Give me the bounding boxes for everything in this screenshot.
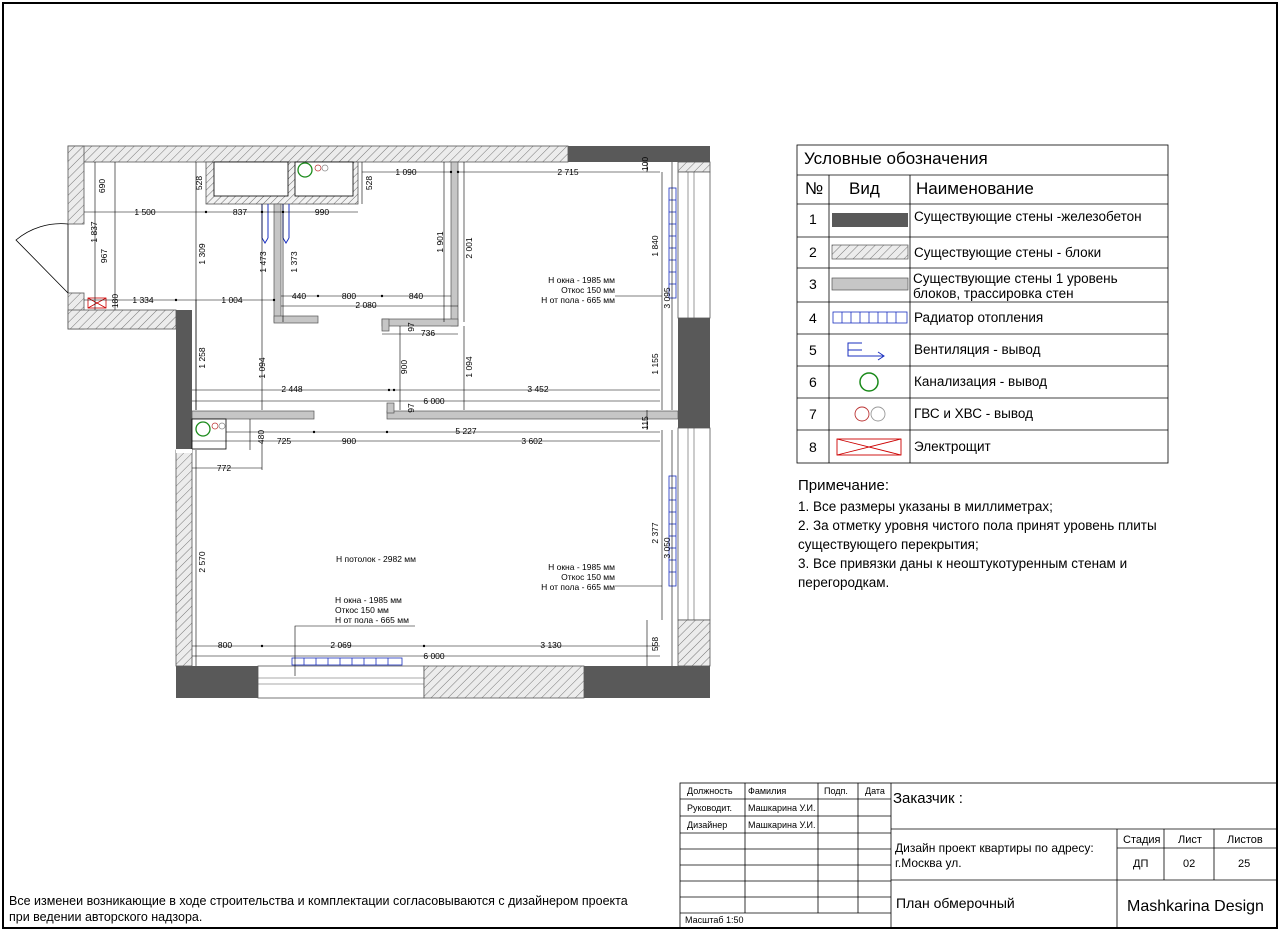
tb-sheet-value: 02 [1183,858,1196,870]
tb-sheet-label: Лист [1178,834,1202,846]
window-opening [258,666,424,698]
tb-stage-value: ДП [1133,858,1149,870]
dim-label: 2 377 [650,522,660,544]
ceiling-height-label: Н потолок - 2982 мм [336,554,416,564]
notes-title: Примечание: [798,477,889,494]
legend-row-name: Электрощит [914,439,991,454]
dim-label: 1 473 [258,251,268,273]
note-item: 3. Все привязки даны к неоштукотуренным стенам и перегородкам. [798,556,1128,590]
dim-label: 772 [216,463,232,473]
legend-col-view: Вид [849,179,880,198]
legend-row-number: 8 [809,439,817,455]
dim-label: 6 000 [423,651,445,661]
tb-header-surname: Фамилия [748,786,787,796]
window-note-line: Н от пола - 665 мм [541,582,615,592]
concrete-wall [678,318,710,428]
dim-label: 967 [99,248,109,264]
legend-row-name: Радиатор отопления [914,310,1044,325]
dim-label: 1 309 [197,243,207,265]
tb-customer-label: Заказчик : [893,790,963,807]
dim-label: 2 080 [355,300,377,310]
tb-staff-position: Руководит. [687,803,732,813]
legend-row-number: 5 [809,342,817,358]
water-circles-icon [855,407,869,421]
legend-row-name: Существующие стены - блоки [914,245,1102,260]
dim-label: 725 [276,436,292,446]
ventilation-arrow-icon [848,343,884,360]
legend-title: Условные обозначения [804,149,988,168]
dim-label: 1 901 [435,231,445,253]
tb-drawing-name: План обмерочный [896,895,1015,911]
dim-label: 3 050 [662,537,672,559]
dim-label: 3 095 [662,287,672,309]
dim-label: 1 004 [221,295,243,305]
tb-scale: Масштаб 1:50 [685,915,744,925]
radiator-icon [833,312,907,323]
dim-label: 3 602 [521,436,543,446]
dim-label: 736 [420,328,436,338]
concrete-wall-swatch [832,213,908,227]
tb-staff-surname: Машкарина У.И. [748,803,816,813]
radiator-icon [669,188,676,298]
concrete-wall [568,146,710,162]
window-note-line: Н окна - 1985 мм [548,562,615,572]
dim-label: 837 [232,207,248,217]
sewer-circle-icon [860,373,878,391]
dim-label: 5 227 [455,426,477,436]
block-wall [678,162,710,172]
legend-row-name: Существующие стены 1 уровень блоков, трассировка стен [913,271,1118,301]
dim-label: 2 069 [330,640,352,650]
entry-door [16,224,68,293]
dim-label: 900 [399,359,409,375]
legend-row-number: 2 [809,244,817,260]
dim-label: 180 [110,293,120,309]
dim-label: 990 [314,207,330,217]
dim-label: 1 094 [257,357,267,379]
block-wall [68,310,176,329]
block-wall-swatch [832,245,908,259]
tb-project-line: г.Москва ул. [895,856,962,870]
legend-row-number: 3 [809,276,817,292]
window-note-line: Н окна - 1985 мм [335,595,402,605]
dim-label: 2 001 [464,237,474,259]
legend-row-number: 1 [809,211,817,227]
tb-staff-surname: Машкарина У.И. [748,820,816,830]
floor-plan [16,146,710,698]
footer-note: Все изменеи возникающие в ходе строительства и комплектации согласовываются с дизайнером проекта при ведении авторского надзора. [9,894,628,924]
dim-label: 480 [256,429,266,445]
tb-sheets-label: Листов [1227,834,1263,846]
partition [274,316,318,323]
legend-col-num: № [805,179,824,198]
dim-label: 2 570 [197,551,207,573]
tb-project-line: Дизайн проект квартиры по адресу: [895,841,1094,855]
dim-label: 100 [640,156,650,172]
concrete-wall [176,310,192,452]
radiator-icon [292,658,402,665]
dim-label: 115 [640,416,650,430]
note-item: 2. За отметку уровня чистого пола принят уровень плиты существующего перекрытия; [798,518,1157,552]
partition [274,204,281,322]
note-item: 1. Все размеры указаны в миллиметрах; [798,499,1053,514]
partition [192,411,314,419]
tb-staff-position: Дизайнер [687,820,728,830]
radiator-icon [669,476,676,586]
partition [382,319,389,331]
dim-label: 440 [291,291,307,301]
tb-company: Mashkarina Design [1127,898,1264,915]
electric-panel-icon [837,439,901,455]
dim-label: 1 334 [132,295,154,305]
block-wall [68,146,568,162]
concrete-wall [176,666,258,698]
concrete-wall [584,666,710,698]
legend-row-name: Существующие стены -железобетон [914,209,1142,224]
block-wall [678,620,710,666]
partition-swatch [832,278,908,290]
window-note-line: Н окна - 1985 мм [548,275,615,285]
dim-label: 528 [364,175,374,191]
tb-header-date: Дата [865,786,885,796]
block-wall [424,666,584,698]
dim-label: 97 [406,322,416,332]
dim-label: 800 [341,291,357,301]
window-note-line: Н от пола - 665 мм [335,615,409,625]
window-note-line: Н от пола - 665 мм [541,295,615,305]
window-note-line: Откос 150 мм [335,605,389,615]
partition [387,411,678,419]
dim-label: 1 500 [134,207,156,217]
sheet-frame [3,3,1277,928]
legend-row-name: Канализация - вывод [914,374,1048,389]
dim-label: 558 [650,636,660,652]
window-note-line: Откос 150 мм [561,572,615,582]
block-wall [176,450,192,666]
dim-label: 1 094 [464,356,474,378]
dim-label: 6 000 [423,396,445,406]
legend-row-number: 4 [809,310,817,326]
legend-row-name: Вентиляция - вывод [914,342,1041,357]
dim-label: 2 715 [557,167,579,177]
partition [382,319,458,326]
block-wall [68,146,84,224]
tb-header-position: Должность [687,786,733,796]
window-note-line: Откос 150 мм [561,285,615,295]
dim-label: 1 155 [650,353,660,375]
dim-label: 1 258 [197,347,207,369]
partition [387,403,394,413]
partition [451,162,458,326]
dim-label: 1 090 [395,167,417,177]
legend-row-name: ГВС и ХВС - вывод [914,406,1033,421]
dim-label: 97 [406,403,416,413]
dim-label: 528 [194,175,204,191]
legend-col-name: Наименование [916,179,1034,198]
dim-label: 3 452 [527,384,549,394]
legend-row-number: 6 [809,374,817,390]
dim-label: 1 373 [289,251,299,273]
dim-label: 3 130 [540,640,562,650]
legend-row-number: 7 [809,406,817,422]
tb-header-signature: Подп. [824,786,848,796]
dim-label: 1 840 [650,235,660,257]
dim-label: 1 837 [89,221,99,243]
dim-label: 900 [341,436,357,446]
tb-stage-label: Стадия [1123,834,1161,846]
dim-label: 800 [217,640,233,650]
tb-sheets-value: 25 [1238,858,1251,870]
dim-label: 690 [97,178,107,194]
dim-label: 840 [408,291,424,301]
dim-label: 2 448 [281,384,303,394]
